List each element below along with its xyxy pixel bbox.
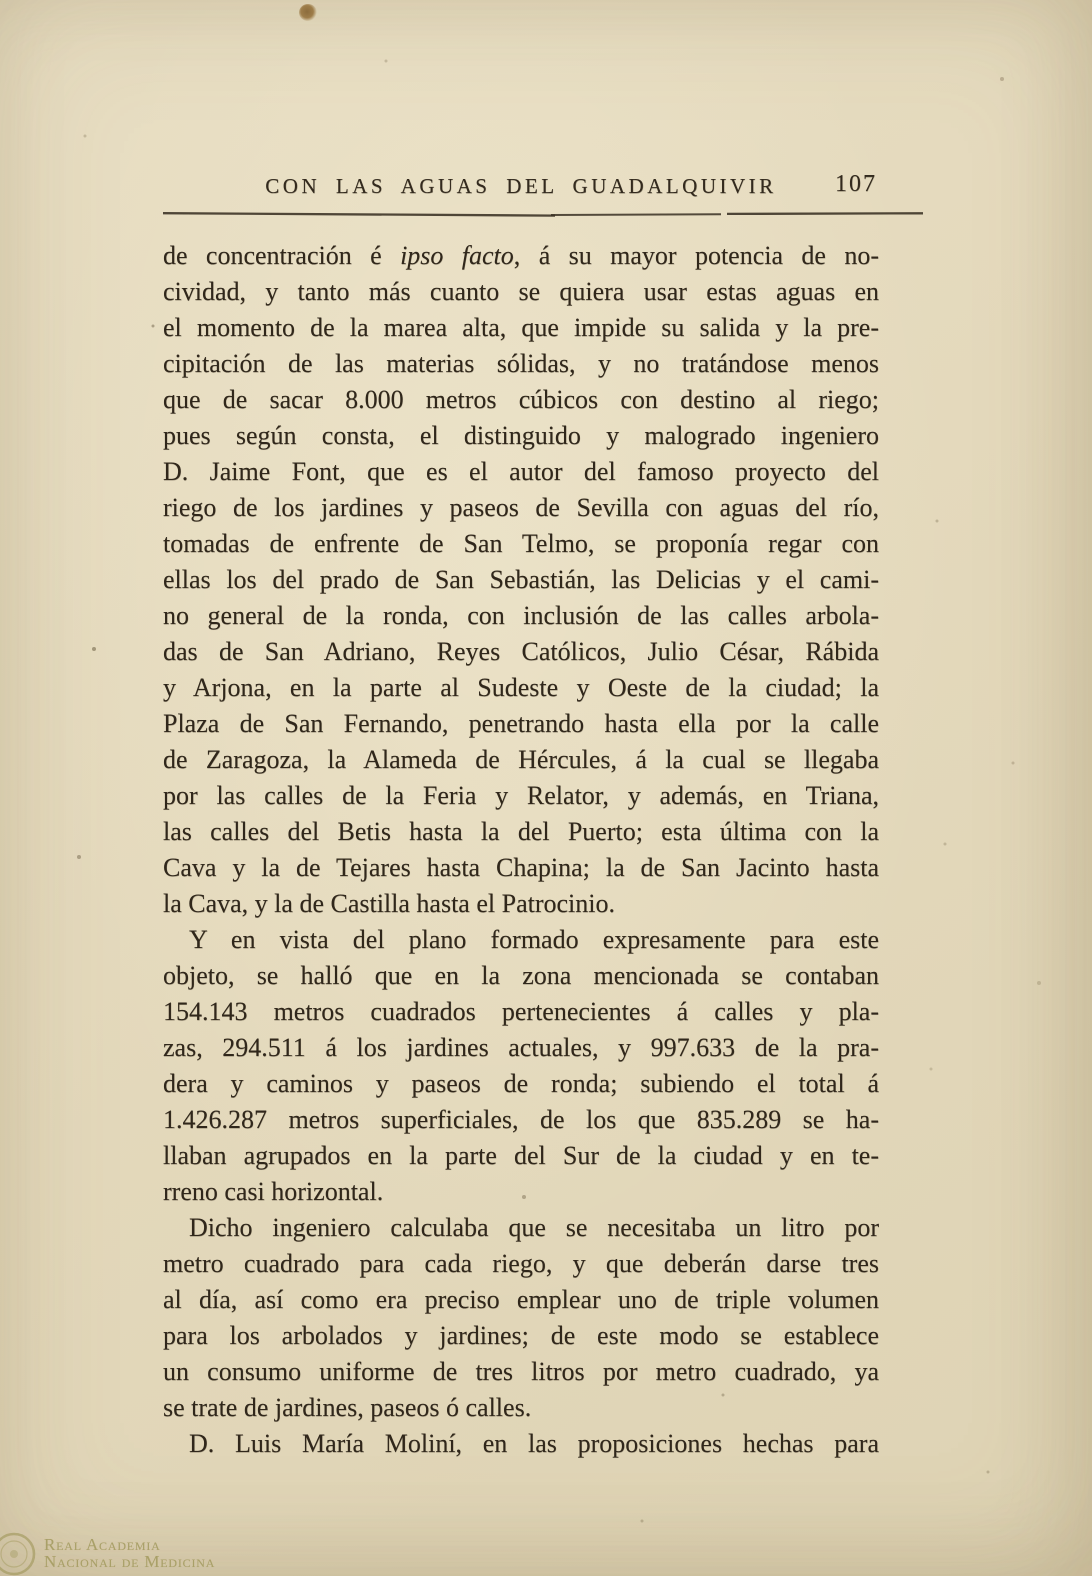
- text-line: das de San Adriano, Reyes Católicos, Julio César, Rábida: [163, 637, 879, 666]
- text-line: zas, 294.511 á los jardines actuales, y 997.633 de la pra-: [163, 1033, 879, 1062]
- text-line: de concentración é ipso facto, á su mayor potencia de no-: [163, 241, 879, 270]
- library-watermark: [0, 1530, 320, 1576]
- library-seal-icon: [0, 1532, 43, 1576]
- paragraph: [163, 1210, 879, 1426]
- text-line: Plaza de San Fernando, penetrando hasta ella por la calle: [163, 709, 879, 738]
- text-line: tomadas de enfrente de San Telmo, se proponía regar con: [163, 529, 879, 558]
- text-line: de Zaragoza, la Alameda de Hércules, á la cual se llegaba: [163, 745, 879, 774]
- text-line: y Arjona, en la parte al Sudeste y Oeste de la ciudad; la: [163, 673, 879, 702]
- text-line: rreno casi horizontal.: [163, 1177, 384, 1206]
- text-line: la Cava, y la de Castilla hasta el Patrocinio.: [163, 889, 615, 918]
- text-line: cividad, y tanto más cuanto se quiera usar estas aguas en: [163, 277, 879, 306]
- paragraph: [163, 922, 879, 1210]
- text-line: Cava y la de Tejares hasta Chapina; la de San Jacinto hasta: [163, 853, 879, 882]
- running-header: [163, 171, 879, 204]
- header-rule: [163, 210, 923, 220]
- text-line: 1.426.287 metros superficiales, de los que 835.289 se ha-: [163, 1105, 879, 1134]
- text-line: las calles del Betis hasta la del Puerto; esta última con la: [163, 817, 879, 846]
- paper-stain: [299, 4, 317, 21]
- text-line: que de sacar 8.000 metros cúbicos con destino al riego;: [163, 385, 879, 414]
- text-line: pues según consta, el distinguido y malogrado ingeniero: [163, 421, 879, 450]
- chapter-title: CON LAS AGUAS DEL GUADALQUIVIR: [265, 174, 777, 198]
- watermark-line2: Nacional de Medicina: [44, 1552, 216, 1571]
- text-line: el momento de la marea alta, que impide su salida y la pre-: [163, 313, 879, 342]
- paragraph: [163, 238, 879, 922]
- text-line: D. Luis María Moliní, en las proposiciones hechas para: [189, 1429, 879, 1458]
- text-line: por las calles de la Feria y Relator, y además, en Triana,: [163, 781, 879, 810]
- page-number: 107: [835, 171, 877, 197]
- text-line: Dicho ingeniero calculaba que se necesitaba un litro por: [189, 1213, 879, 1242]
- text-line: se trate de jardines, paseos ó calles.: [163, 1393, 532, 1422]
- text-line: no general de la ronda, con inclusión de las calles arbola-: [163, 601, 879, 630]
- paragraph: [163, 1426, 879, 1462]
- paper-specks: [0, 0, 2, 2]
- text-line: objeto, se halló que en la zona mencionada se contaban: [163, 961, 879, 990]
- text-line: para los arbolados y jardines; de este modo se establece: [163, 1321, 879, 1350]
- body-text: [163, 238, 879, 1462]
- text-line: riego de los jardines y paseos de Sevilla con aguas del río,: [163, 493, 879, 522]
- watermark-line1: Real Academia: [44, 1535, 161, 1554]
- watermark-text: [44, 1536, 215, 1570]
- text-line: un consumo uniforme de tres litros por metro cuadrado, ya: [163, 1357, 879, 1386]
- text-line: ellas los del prado de San Sebastián, las Delicias y el cami-: [163, 565, 879, 594]
- text-line: llaban agrupados en la parte del Sur de la ciudad y en te-: [163, 1141, 879, 1170]
- text-line: cipitación de las materias sólidas, y no tratándose menos: [163, 349, 879, 378]
- text-line: D. Jaime Font, que es el autor del famoso proyecto del: [163, 457, 879, 486]
- text-line: dera y caminos y paseos de ronda; subiendo el total á: [163, 1069, 879, 1098]
- text-line: metro cuadrado para cada riego, y que deberán darse tres: [163, 1249, 879, 1278]
- text-line: al día, así como era preciso emplear uno de triple volumen: [163, 1285, 879, 1314]
- text-line: 154.143 metros cuadrados pertenecientes á calles y pla-: [163, 997, 879, 1026]
- text-line: Y en vista del plano formado expresamente para este: [189, 925, 879, 954]
